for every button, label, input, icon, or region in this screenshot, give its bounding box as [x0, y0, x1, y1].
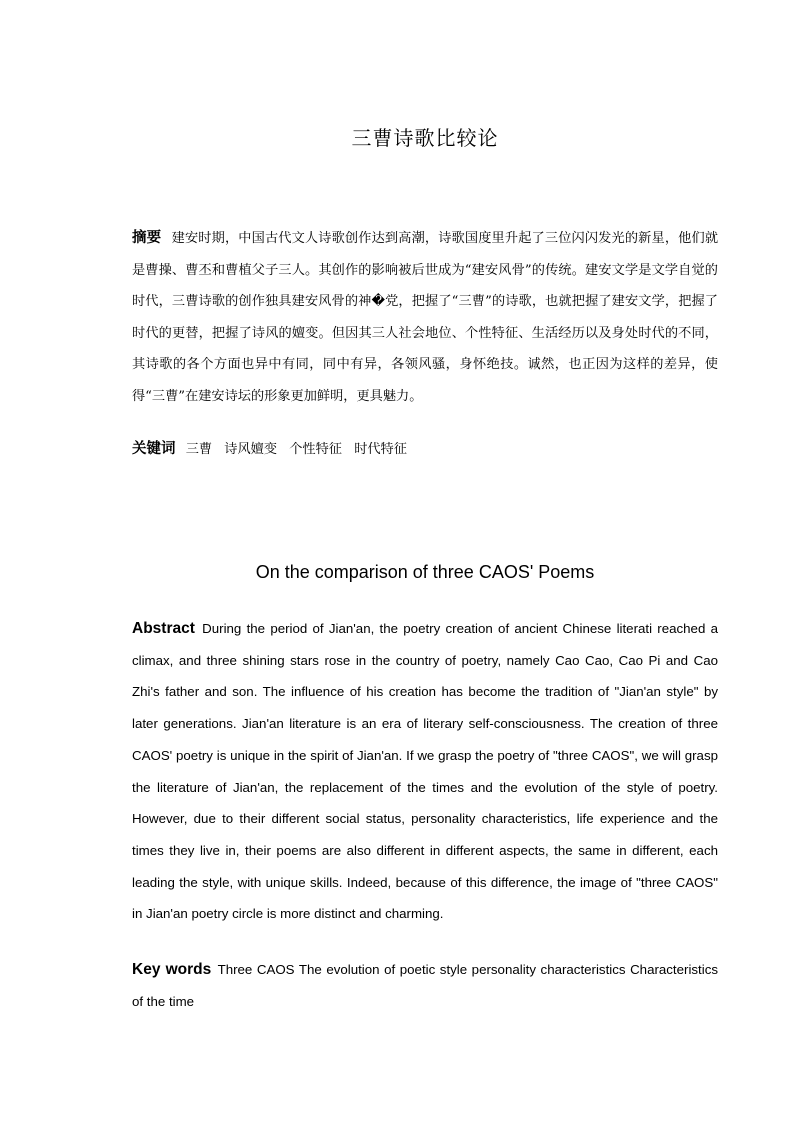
- english-keywords: [132, 954, 718, 1017]
- chinese-abstract-label: 摘要: [132, 230, 162, 246]
- english-keywords-label: Key words: [132, 961, 212, 978]
- chinese-title: 三曹诗歌比较论: [351, 126, 499, 150]
- chinese-keyword: 个性特征: [289, 442, 342, 457]
- chinese-keywords: [132, 434, 718, 466]
- chinese-abstract: [132, 223, 718, 413]
- chinese-keyword: 时代特征: [354, 442, 407, 457]
- english-title: On the comparison of three CAOS' Poems: [255, 562, 595, 582]
- english-abstract-text: During the period of Jian'an, the poetry creation of ancient Chinese literati reached a climax, and three shining stars rose in the country of poetry, namely Cao Cao, Cao Pi and Cao Zhi's father and son. The influence of his creation has become the tradition of "Jian'an style" by later generations. Jian'an literature is an era of literary self-consciousness. The creation of three CAOS' poetry is unique in the spirit of Jian'an. If we grasp the poetry of "three CAOS", we will grasp the literature of Jian'an, the replacement of the times and the evolution of the style of poetry. However, due to their different social status, personality characteristics, life experience and the times they live in, their poems are also different in different aspects, the same in different, each leading the style, with unique skills. Indeed, because of this difference, the image of "three CAOS" in Jian'an poetry circle is more distinct and charming.: [132, 621, 719, 922]
- chinese-keywords-label: 关键词: [132, 441, 176, 457]
- chinese-keyword: 三曹: [185, 442, 213, 457]
- chinese-abstract-text: 建安时期，中国古代文人诗歌创作达到高潮，诗歌国度里升起了三位闪闪发光的新星，他们就是曹操、曹丕和曹植父子三人。其创作的影响被后世成为“建安风骨”的传统。建安文学是文学自觉的时代，三曹诗歌的创作独具建安风骨的神�党，把握了“三曹”的诗歌，也就把握了建安文学，把握了时代的更替，把握了诗风的嬗变。但因其三人社会地位、个性特征、生活经历以及身处时代的不同，其诗歌的各个方面也异中有同，同中有异，各领风骚，身怀绝技。诚然，也正因为这样的差异，使得“三曹”在建安诗坛的形象更加鲜明，更具魅力。: [132, 231, 719, 404]
- chinese-keyword: 诗风嬗变: [224, 442, 278, 457]
- english-abstract: [132, 613, 718, 930]
- english-abstract-label: Abstract: [132, 620, 195, 637]
- english-keywords-text: Three CAOS The evolution of poetic style personality characteristics Characteristics of the time: [132, 962, 718, 1009]
